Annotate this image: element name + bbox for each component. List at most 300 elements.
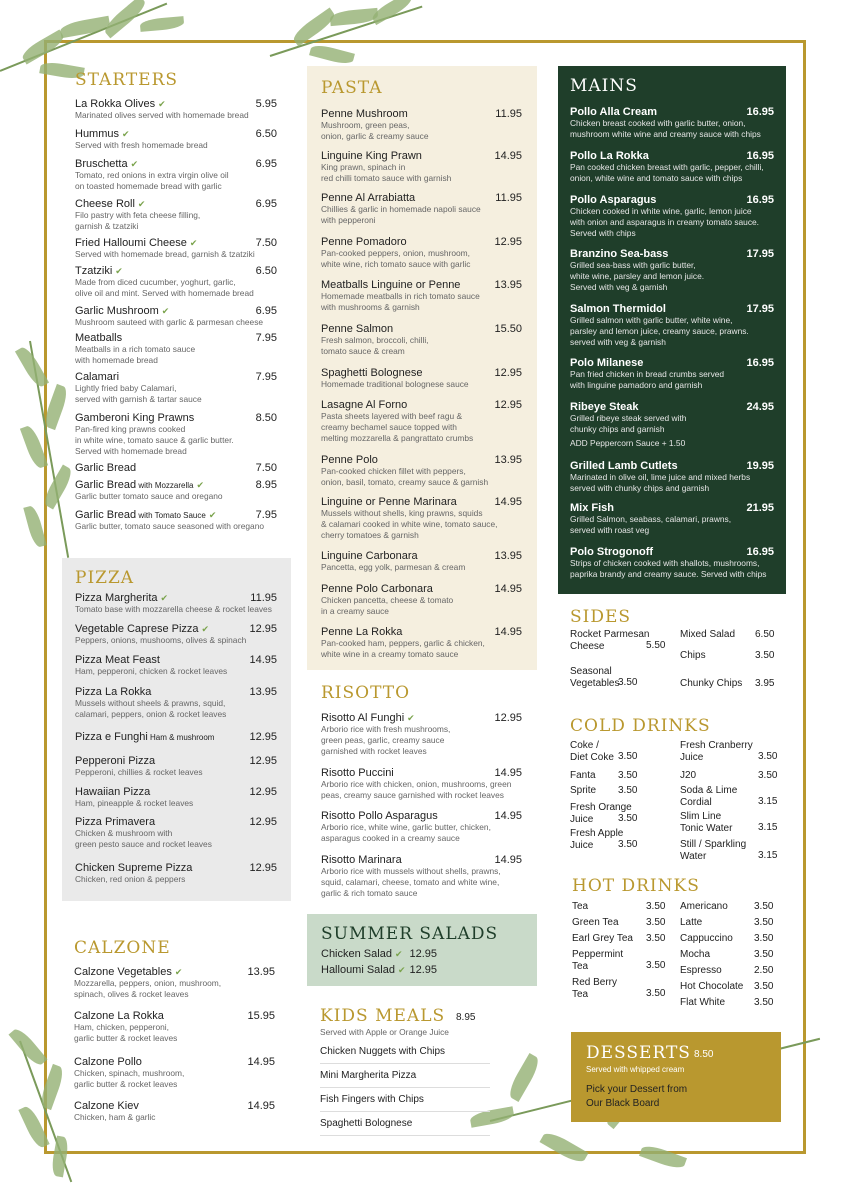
vegetarian-leaf-icon: ✔ [394, 949, 403, 959]
starters-item-description: Served with fresh homemade bread [75, 140, 208, 150]
pasta-item-name: Penne Polo Carbonara [321, 583, 433, 595]
starters-item-price: 7.95 [255, 332, 277, 344]
mains-item [570, 303, 774, 348]
hot-drink-price: 3.50 [754, 901, 774, 912]
pasta-item [321, 236, 522, 270]
hot-drink-name: Red Berry Tea [572, 977, 618, 1000]
mains-item-price: 19.95 [746, 460, 774, 472]
mains-title: MAINS [570, 76, 638, 96]
starters-item-price: 7.95 [255, 509, 277, 521]
side-price: 3.50 [618, 677, 638, 688]
mains-item-description: Grilled Salmon, seabass, calamari, prawns, served with roast veg [570, 514, 732, 535]
hot-drink-name: Americano [680, 901, 728, 912]
hot-drink-price: 3.50 [646, 960, 666, 971]
mains-item-extra: ADD Peppercorn Sauce + 1.50 [570, 437, 686, 448]
pizza-item-name: Pizza Margherita ✔ [75, 592, 169, 604]
pizza-item-description: Chicken & mushroom with green pesto sauce and rocket leaves [75, 828, 212, 849]
cold-drink-price: 3.50 [618, 785, 638, 796]
pasta-item [321, 150, 522, 184]
mains-item-price: 24.95 [746, 401, 774, 413]
side-price: 6.50 [755, 629, 775, 640]
vegetarian-leaf-icon: ✔ [196, 480, 205, 490]
hot-drink-price: 3.50 [646, 933, 666, 944]
pizza-item-description: Mussels without sheels & prawns, squid, calamari, peppers, onion & rocket leaves [75, 698, 227, 719]
pasta-item-price: 14.95 [494, 626, 522, 638]
side-name: Chunky Chips [680, 678, 743, 689]
kids-price: 8.95 [456, 1012, 476, 1023]
cold-drink-name: Fresh Cranberry Juice [680, 740, 753, 763]
hot-drink-name: Earl Grey Tea [572, 933, 633, 944]
starters-item-name: Garlic Bread [75, 462, 137, 474]
mains-item-description: Chicken breast cooked with garlic butter, onion, mushroom white wine and creamy sauce with chips [570, 118, 761, 139]
pasta-item-description: Mussels without shells, king prawns, squids & calamari cooked in white wine, tomato sauce, cherry tomatoes & garnish [321, 508, 498, 540]
calzone-item-price: 14.95 [247, 1056, 275, 1068]
calzone-item-description: Chicken, ham & garlic [74, 1112, 156, 1122]
calzone-item-price: 14.95 [247, 1100, 275, 1112]
starters-item-price: 8.95 [255, 479, 277, 491]
hot-drink-price: 2.50 [754, 965, 774, 976]
risotto-item-name: Risotto Marinara [321, 854, 402, 866]
pasta-item-description: Homemade meatballs in rich tomato sauce with mushrooms & garnish [321, 291, 480, 312]
vegetarian-leaf-icon: ✔ [201, 624, 210, 634]
starters-item-price: 8.50 [255, 412, 277, 424]
starters-item [75, 332, 277, 366]
cold-drink-price: 3.50 [758, 751, 778, 762]
mains-item-description: Chicken cooked in white wine, garlic, lemon juice with onion and asparagus in creamy tomato sauce. Served with chips [570, 206, 760, 238]
starters-item [75, 198, 277, 232]
pasta-item-description: Homemade traditional bolognese sauce [321, 379, 469, 389]
pasta-item-description: King prawn, spinach in red chilli tomato sauce with garnish [321, 162, 452, 183]
starters-item [75, 371, 277, 405]
risotto-item-name: Risotto Puccini [321, 767, 394, 779]
starters-item-suffix: with Mozzarella [136, 481, 194, 490]
calzone-item [74, 1100, 275, 1123]
calzone-item-name: Calzone La Rokka [74, 1010, 164, 1022]
mains-item-description: Pan fried chicken in bread crumbs served with linguine pamadoro and garnish [570, 369, 725, 390]
starters-item-description: Lightly fried baby Calamari, served with garnish & tartar sauce [75, 383, 202, 404]
side-name: Mixed Salad [680, 629, 736, 640]
hot-drink-name: Tea [572, 901, 589, 912]
risotto-item-description: Arborio rice with fresh mushrooms, green peas, garlic, creamy sauce garnished with rocket leaves [321, 724, 451, 756]
pasta-item-price: 12.95 [494, 399, 522, 411]
vegetarian-leaf-icon: ✔ [122, 129, 130, 139]
cold-drink-name: J20 [680, 770, 697, 781]
risotto-title: RISOTTO [321, 683, 411, 703]
hot-drink-name: Hot Chocolate [680, 981, 744, 992]
risotto-item-price: 12.95 [494, 712, 522, 724]
pizza-item-name: Pizza La Rokka [75, 686, 152, 698]
pasta-item-name: Linguine King Prawn [321, 150, 422, 162]
pasta-section [321, 78, 522, 668]
hot-drink-price: 3.50 [646, 917, 666, 928]
pizza-item [75, 731, 277, 743]
kids-meal-item: Spaghetti Bolognese [320, 1118, 490, 1136]
vegetarian-leaf-icon: ✔ [137, 199, 146, 209]
pizza-item-name: Pizza Primavera [75, 816, 156, 828]
starters-item-description: Garlic butter tomato sauce and oregano [75, 491, 223, 501]
starters-item-price: 6.95 [255, 158, 277, 170]
risotto-item [321, 712, 522, 757]
pasta-item-price: 13.95 [494, 454, 522, 466]
pasta-item-price: 12.95 [494, 236, 522, 248]
hot-drink-price: 3.50 [754, 933, 774, 944]
starters-item-description: Made from diced cucumber, yoghurt, garlic, olive oil and mint. Served with homemade bread [75, 277, 254, 298]
pasta-item [321, 550, 522, 573]
calzone-item-name: Calzone Pollo [74, 1056, 142, 1068]
mains-item-price: 16.95 [746, 150, 774, 162]
starters-item-price: 7.50 [255, 237, 277, 249]
pizza-item-name: Pizza e Funghi Ham & mushroom [75, 731, 215, 743]
kids-meal-item: Chicken Nuggets with Chips [320, 1046, 490, 1064]
starters-item-name: Garlic Bread with Mozzarella ✔ [75, 479, 205, 491]
salads-item-name: Halloumi Salad ✔ [321, 964, 406, 976]
hot-drink-name: Mocha [680, 949, 711, 960]
desserts-subtitle: Served with whipped cream [586, 1065, 685, 1074]
starters-section [75, 70, 277, 540]
pasta-item-name: Penne Pomadoro [321, 236, 407, 248]
kids-meal-item: Fish Fingers with Chips [320, 1094, 490, 1112]
pasta-item-description: Pan-cooked chicken fillet with peppers, onion, basil, tomato, creamy sauce & garnish [321, 466, 489, 487]
desserts-section [586, 1043, 772, 1118]
pizza-item [75, 686, 277, 720]
starters-title: STARTERS [75, 70, 179, 90]
mains-item-name: Grilled Lamb Cutlets [570, 460, 678, 472]
pasta-item [321, 626, 522, 660]
cold-drink-price: 3.50 [618, 813, 638, 824]
starters-item-name: Meatballs [75, 332, 123, 344]
mains-item [570, 357, 774, 391]
calzone-item-description: Mozzarella, peppers, onion, mushroom, spinach, olives & rocket leaves [74, 978, 222, 999]
pizza-item-description: Ham, pepperoni, chicken & rocket leaves [75, 666, 228, 676]
starters-item [75, 412, 277, 457]
mains-item-name: Polo Strogonoff [570, 546, 654, 558]
pasta-item-price: 14.95 [494, 583, 522, 595]
cold-drink-price: 3.50 [618, 751, 638, 762]
mains-item-price: 16.95 [746, 194, 774, 206]
desserts-price: 8.50 [694, 1049, 714, 1060]
pasta-item-name: Penne La Rokka [321, 626, 403, 638]
mains-item-name: Pollo La Rokka [570, 150, 649, 162]
mains-item-name: Branzino Sea-bass [570, 248, 669, 260]
cold-drink-price: 3.50 [618, 839, 638, 850]
pizza-item-price: 12.95 [249, 816, 277, 828]
vegetarian-leaf-icon: ✔ [158, 99, 166, 109]
pasta-item-price: 11.95 [495, 108, 522, 120]
starters-item-price: 6.50 [255, 128, 277, 140]
starters-item [75, 509, 277, 532]
hot-drink-price: 3.50 [754, 917, 774, 928]
pasta-item-description: Chillies & garlic in homemade napoli sauce with pepperoni [321, 204, 481, 225]
starters-item-description: Mushroom sauteed with garlic & parmesan cheese [75, 317, 264, 327]
pizza-item-description: Pepperoni, chillies & rocket leaves [75, 767, 203, 777]
risotto-item [321, 810, 522, 844]
mains-item-price: 16.95 [746, 106, 774, 118]
hot-drink-name: Flat White [680, 997, 726, 1008]
pizza-item-price: 11.95 [250, 592, 277, 604]
cold-drink-price: 3.15 [758, 822, 778, 833]
risotto-item [321, 767, 522, 801]
starters-item-price: 6.50 [255, 265, 277, 277]
hot-drink-name: Latte [680, 917, 703, 928]
pizza-item-suffix: Ham & mushroom [147, 733, 215, 742]
kids-subtitle: Served with Apple or Orange Juice [320, 1027, 449, 1037]
mains-item-description: Grilled salmon with garlic butter, white wine, parsley and lemon juice, creamy sauce, prawns. served with veg & garnish [570, 315, 749, 347]
cold-drink-name: Fresh Orange Juice [570, 802, 632, 825]
cold-drink-name: Still / Sparkling Water [680, 839, 747, 862]
starters-item-price: 5.95 [255, 98, 277, 110]
pasta-item [321, 583, 522, 617]
starters-item-price: 7.95 [255, 371, 277, 383]
pasta-item-price: 13.95 [494, 279, 522, 291]
salads-item-name: Chicken Salad ✔ [321, 948, 403, 960]
pasta-item-price: 11.95 [495, 192, 522, 204]
salads-section [321, 924, 521, 984]
hot-drink-price: 3.50 [646, 901, 666, 912]
vegetarian-leaf-icon: ✔ [160, 593, 169, 603]
pasta-item-name: Linguine or Penne Marinara [321, 496, 457, 508]
pasta-item [321, 108, 522, 142]
pasta-item [321, 192, 522, 226]
hot-drink-name: Green Tea [572, 917, 619, 928]
cold-drink-name: Fanta [570, 770, 596, 781]
pasta-item [321, 279, 522, 313]
mains-item-description: Grilled ribeye steak served with chunky chips and garnish [570, 413, 687, 434]
calzone-section [74, 938, 275, 1128]
starters-item-description: Marinated olives served with homemade bread [75, 110, 249, 120]
mains-item [570, 502, 774, 536]
pasta-item-name: Penne Mushroom [321, 108, 408, 120]
pizza-item [75, 786, 277, 809]
calzone-item [74, 966, 275, 1000]
pasta-item [321, 496, 522, 541]
risotto-item-description: Arborio rice, white wine, garlic butter, chicken, asparagus cooked in a creamy sauce [321, 822, 491, 843]
mains-item [570, 401, 774, 449]
calzone-item-description: Chicken, spinach, mushroom, garlic butter & rocket leaves [74, 1068, 185, 1089]
pasta-title: PASTA [321, 78, 383, 98]
hot-drink-price: 3.50 [754, 997, 774, 1008]
vegetarian-leaf-icon: ✔ [407, 713, 415, 723]
mains-item-price: 17.95 [746, 303, 774, 315]
starters-item-suffix: with Tomato Sauce [136, 511, 206, 520]
mains-item-name: Salmon Thermidol [570, 303, 666, 315]
risotto-item-name: Risotto Al Funghi ✔ [321, 712, 415, 724]
mains-item-name: Polo Milanese [570, 357, 644, 369]
risotto-item-price: 14.95 [494, 810, 522, 822]
salads-item [321, 948, 521, 960]
hot-drink-price: 3.50 [754, 981, 774, 992]
side-price: 5.50 [646, 640, 666, 651]
pasta-item-description: Pan-cooked ham, peppers, garlic & chicken, white wine in a creamy tomato sauce [321, 638, 485, 659]
calzone-item-name: Calzone Vegetables ✔ [74, 966, 183, 978]
cold-drink-price: 3.50 [618, 770, 638, 781]
mains-item [570, 150, 774, 184]
starters-item-name: Garlic Bread with Tomato Sauce ✔ [75, 509, 217, 521]
cold-drink-name: Coke / Diet Coke [570, 740, 614, 763]
pizza-item-price: 12.95 [249, 755, 277, 767]
pasta-item [321, 454, 522, 488]
pasta-item-description: Mushroom, green peas, onion, garlic & creamy sauce [321, 120, 429, 141]
pizza-item-price: 14.95 [249, 654, 277, 666]
pizza-item-price: 12.95 [249, 731, 277, 743]
risotto-item-description: Arborio rice with chicken, onion, mushrooms, green peas, creamy sauce garnished with rocket leaves [321, 779, 512, 800]
hot-drink-price: 3.50 [754, 949, 774, 960]
mains-item-price: 16.95 [746, 546, 774, 558]
pasta-item-price: 15.50 [494, 323, 522, 335]
risotto-item-price: 14.95 [494, 767, 522, 779]
pizza-item [75, 755, 277, 778]
pizza-item [75, 654, 277, 677]
pizza-section [75, 568, 277, 898]
pasta-item-name: Spaghetti Bolognese [321, 367, 423, 379]
salads-item-price: 12.95 [409, 964, 437, 976]
mains-item [570, 460, 774, 494]
pasta-item-name: Penne Salmon [321, 323, 394, 335]
starters-item-name: Calamari [75, 371, 120, 383]
pasta-item-description: Fresh salmon, broccoli, chilli, tomato sauce & cream [321, 335, 429, 356]
pasta-item-name: Penne Polo [321, 454, 378, 466]
cold-drink-name: Slim Line Tonic Water [680, 811, 733, 834]
starters-item-description: Served with homemade bread, garnish & tzatziki [75, 249, 255, 259]
mains-item-price: 16.95 [746, 357, 774, 369]
pizza-item-description: Peppers, onions, mushooms, olives & spinach [75, 635, 247, 645]
risotto-item-price: 14.95 [494, 854, 522, 866]
cold-drink-name: Fresh Apple Juice [570, 828, 624, 851]
side-name: Rocket Parmesan Cheese [570, 629, 650, 652]
salads-item-price: 12.95 [409, 948, 437, 960]
hot-drinks-section [572, 876, 776, 1016]
mains-item [570, 546, 774, 580]
pasta-item-price: 13.95 [494, 550, 522, 562]
pasta-item-description: Pan-cooked peppers, onion, mushroom, white wine, rich tomato sauce with garlic [321, 248, 471, 269]
salads-item [321, 964, 521, 976]
calzone-item [74, 1010, 275, 1044]
mains-item-description: Marinated in olive oil, lime juice and mixed herbs served with chunky chips and garnish [570, 472, 751, 493]
pizza-item-name: Hawaiian Pizza [75, 786, 151, 798]
pasta-item-name: Penne Al Arrabiatta [321, 192, 416, 204]
pasta-item-description: Pancetta, egg yolk, parmesan & cream [321, 562, 466, 572]
calzone-item-name: Calzone Kiev [74, 1100, 139, 1112]
pasta-item [321, 323, 522, 357]
calzone-item [74, 1056, 275, 1090]
starters-item [75, 265, 277, 299]
starters-item [75, 128, 277, 151]
starters-item-description: Garlic butter, tomato sauce seasoned with oregano [75, 521, 265, 531]
starters-item [75, 237, 277, 260]
starters-item-description: Filo pastry with feta cheese filling, garnish & tzatziki [75, 210, 201, 231]
pizza-item-price: 12.95 [249, 862, 277, 874]
pizza-item-name: Pizza Meat Feast [75, 654, 160, 666]
starters-item-name: Gamberoni King Prawns [75, 412, 195, 424]
mains-item-name: Pollo Asparagus [570, 194, 657, 206]
starters-item-name: La Rokka Olives ✔ [75, 98, 166, 110]
pasta-item-price: 12.95 [494, 367, 522, 379]
starters-item [75, 158, 277, 192]
pizza-item-name: Vegetable Caprese Pizza ✔ [75, 623, 210, 635]
risotto-item-name: Risotto Pollo Asparagus [321, 810, 438, 822]
pasta-item-description: Pasta sheets layered with beef ragu & creamy bechamel sauce topped with melting mozzarella & pangrattato crumbs [321, 411, 474, 443]
pasta-item [321, 367, 522, 390]
pizza-item [75, 592, 277, 615]
vegetarian-leaf-icon: ✔ [208, 510, 217, 520]
mains-item-name: Ribeye Steak [570, 401, 639, 413]
cold-drink-name: Soda & Lime Cordial [680, 785, 738, 808]
mains-item-description: Pan cooked chicken breast with garlic, pepper, chilli, onion, white wine and tomato sauce with chips [570, 162, 764, 183]
pizza-item-price: 13.95 [249, 686, 277, 698]
side-price: 3.50 [755, 650, 775, 661]
pizza-item [75, 816, 277, 850]
starters-item [75, 98, 277, 121]
pizza-item-description: Ham, pineapple & rocket leaves [75, 798, 194, 808]
pasta-item-price: 14.95 [494, 150, 522, 162]
kids-title: KIDS MEALS [320, 1006, 446, 1026]
starters-item-name: Cheese Roll ✔ [75, 198, 146, 210]
pizza-item-name: Pepperoni Pizza [75, 755, 156, 767]
pizza-item [75, 862, 277, 885]
side-name: Seasonal Vegetables [570, 666, 620, 689]
pizza-item [75, 623, 277, 646]
starters-item-name: Fried Halloumi Cheese ✔ [75, 237, 198, 249]
calzone-title: CALZONE [74, 938, 171, 958]
mains-item [570, 106, 774, 140]
starters-item [75, 462, 277, 474]
pasta-item-description: Chicken pancetta, cheese & tomato in a creamy sauce [321, 595, 454, 616]
risotto-item [321, 854, 522, 899]
vegetarian-leaf-icon: ✔ [115, 266, 123, 276]
desserts-title: DESSERTS [586, 1043, 691, 1063]
mains-item-price: 21.95 [746, 502, 774, 514]
pizza-item-name: Chicken Supreme Pizza [75, 862, 193, 874]
hot-drink-price: 3.50 [646, 988, 666, 999]
pizza-item-description: Tomato base with mozzarella cheese & rocket leaves [75, 604, 272, 614]
starters-item-price: 6.95 [255, 198, 277, 210]
hot-drink-name: Peppermint Tea [572, 949, 624, 972]
starters-item-price: 7.50 [255, 462, 277, 474]
hot-drinks-title: HOT DRINKS [572, 876, 700, 896]
mains-section [570, 76, 774, 588]
cold-drink-price: 3.15 [758, 850, 778, 861]
sides-title: SIDES [570, 607, 632, 627]
mains-item-name: Mix Fish [570, 502, 615, 514]
mains-item-name: Pollo Alla Cream [570, 106, 658, 118]
starters-item-name: Hummus ✔ [75, 128, 130, 140]
pizza-item-price: 12.95 [249, 786, 277, 798]
pasta-item-name: Lasagne Al Forno [321, 399, 408, 411]
cold-drink-price: 3.50 [758, 770, 778, 781]
hot-drink-name: Espresso [680, 965, 722, 976]
desserts-note: Pick your Dessert from Our Black Board [586, 1084, 688, 1109]
starters-item-name: Bruschetta ✔ [75, 158, 139, 170]
salads-title: SUMMER SALADS [321, 924, 499, 944]
calzone-item-price: 15.95 [247, 1010, 275, 1022]
pasta-item-name: Linguine Carbonara [321, 550, 418, 562]
starters-item-description: Meatballs in a rich tomato sauce with homemade bread [75, 344, 196, 365]
vegetarian-leaf-icon: ✔ [397, 965, 406, 975]
mains-item [570, 194, 774, 239]
starters-item [75, 479, 277, 502]
pasta-item [321, 399, 522, 444]
mains-item-price: 17.95 [746, 248, 774, 260]
vegetarian-leaf-icon: ✔ [161, 306, 170, 316]
vegetarian-leaf-icon: ✔ [189, 238, 198, 248]
risotto-item-description: Arborio rice with mussels without shells, prawns, squid, calamari, cheese, tomato and white wine, garlic & rich tomato sauce [321, 866, 501, 898]
starters-item [75, 305, 277, 328]
sides-section [570, 607, 776, 692]
mains-item-description: Strips of chicken cooked with shallots, mushrooms, paprika brandy and creamy sauce. Served with chips [570, 558, 767, 579]
cold-drinks-section [570, 716, 776, 866]
vegetarian-leaf-icon: ✔ [174, 967, 183, 977]
starters-item-description: Tomato, red onions in extra virgin olive oil on toasted homemade bread with garlic [75, 170, 229, 191]
cold-drink-price: 3.15 [758, 796, 778, 807]
